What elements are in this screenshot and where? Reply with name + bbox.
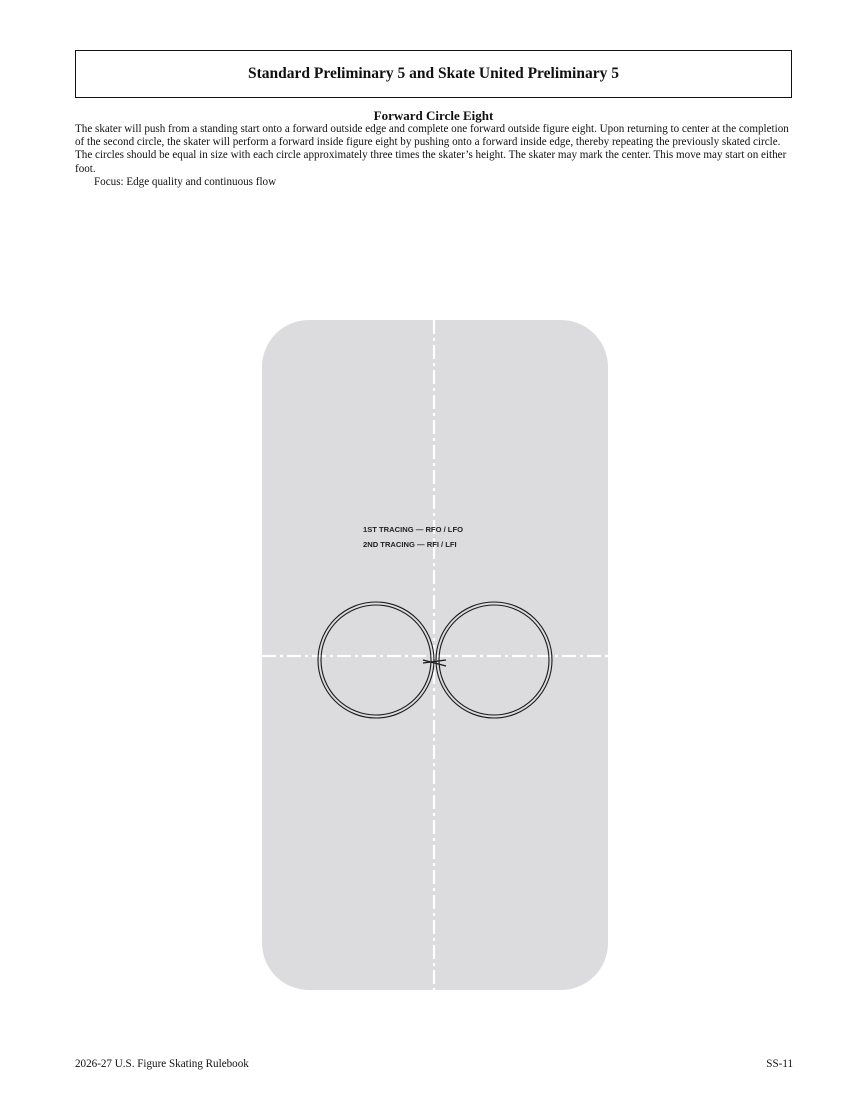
section-title: Forward Circle Eight [373, 108, 494, 123]
footer-rulebook: 2026-27 U.S. Figure Skating Rulebook [75, 1058, 249, 1070]
footer-page-number: SS-11 [766, 1058, 793, 1070]
tracing-label-2: 2ND TRACING — RFI / LFI [363, 540, 457, 549]
section-description: The skater will push from a standing start onto a forward outside edge and complete one forward outside figure eight. Upon returning to center at the completion of the second circle, the skater will perform a forward inside figure eight by pushing onto a forward inside edge, thereby repeating the previously skated circle. The circles should be equal in size with each circle approximately three times the skater’s height. The skater may mark the center. This move may start on either foot. [75, 123, 789, 175]
rink-svg [262, 320, 608, 990]
header-box [75, 50, 792, 98]
page-title: Standard Preliminary 5 and Skate United Preliminary 5 [247, 65, 619, 82]
rink-diagram [262, 320, 608, 990]
focus-line: Focus: Edge quality and continuous flow [94, 176, 277, 188]
tracing-label-1: 1ST TRACING — RFO / LFO [363, 525, 463, 534]
